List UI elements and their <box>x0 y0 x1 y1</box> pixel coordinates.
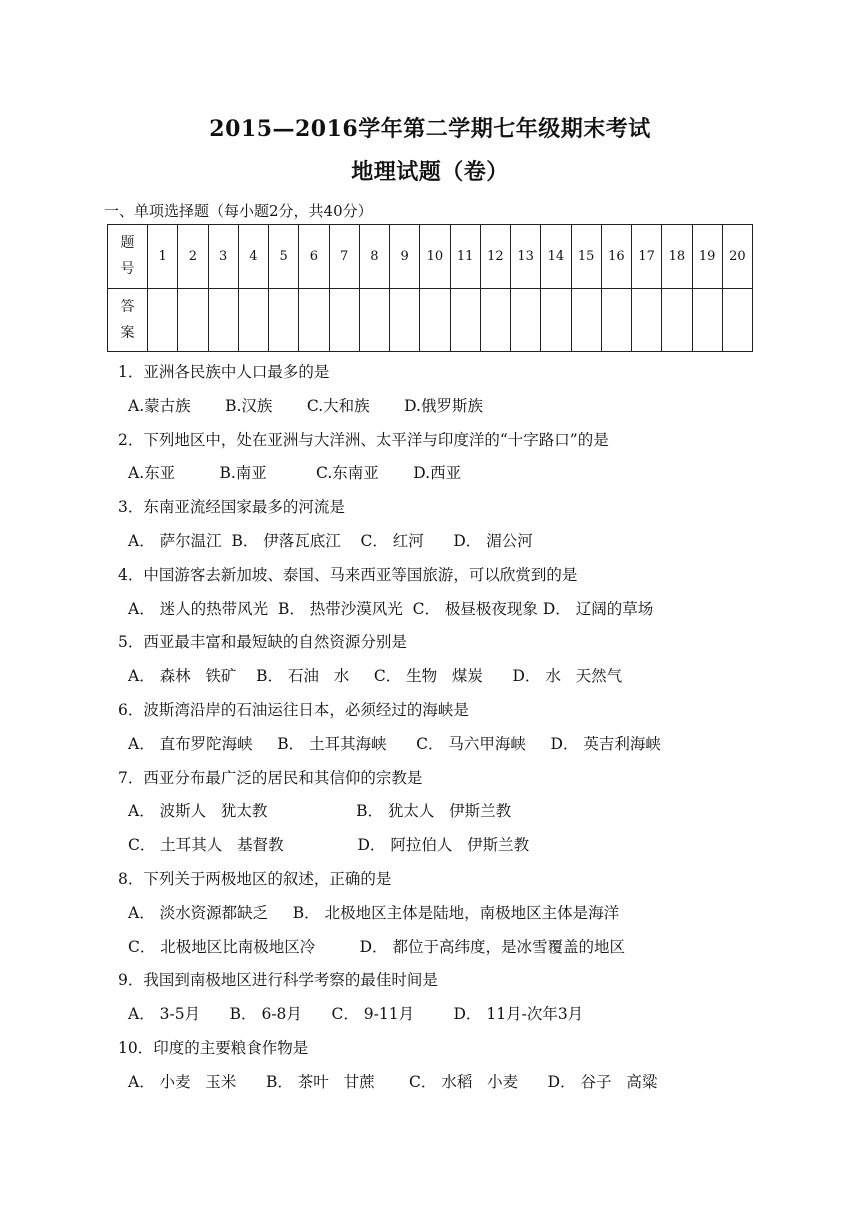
question-number-cell: 4 <box>238 225 268 289</box>
answer-cell[interactable] <box>692 288 722 352</box>
question-stem: 10．印度的主要粮食作物是 <box>118 1039 309 1057</box>
answer-cell[interactable] <box>541 288 571 352</box>
question-number-cell: 15 <box>571 225 601 289</box>
answer-cell[interactable] <box>390 288 420 352</box>
question-number-row <box>108 225 753 289</box>
question-options: A． 森林 铁矿 B． 石油 水 C． 生物 煤炭 D． 水 天然气 <box>128 667 623 686</box>
answer-cell[interactable] <box>450 288 480 352</box>
question-number-cell: 12 <box>480 225 510 289</box>
question-options: C． 土耳其人 基督教 D． 阿拉伯人 伊斯兰教 <box>128 836 530 855</box>
answer-cell[interactable] <box>208 288 238 352</box>
question-stem: 6．波斯湾沿岸的石油运往日本，必须经过的海峡是 <box>118 701 469 719</box>
answer-cell[interactable] <box>662 288 692 352</box>
question-options: A.蒙古族 B.汉族 C.大和族 D.俄罗斯族 <box>128 396 483 415</box>
question-stem: 5．西亚最丰富和最短缺的自然资源分别是 <box>118 633 407 652</box>
question-options: A． 直布罗陀海峡 B． 土耳其海峡 C． 马六甲海峡 D． 英吉利海峡 <box>128 734 661 753</box>
question-stem: 2．下列地区中，处在亚洲与大洋洲、太平洋与印度洋的“十字路口”的是 <box>118 430 609 449</box>
question-number-cell: 5 <box>269 225 299 289</box>
question-number-cell: 6 <box>299 225 329 289</box>
answer-cell[interactable] <box>178 288 208 352</box>
answer-row <box>108 288 753 352</box>
question-options: A． 小麦 玉米 B． 茶叶 甘蔗 C． 水稻 小麦 D． 谷子 高粱 <box>128 1072 658 1091</box>
question-options: A． 萨尔温江 B． 伊落瓦底江 C． 红河 D． 湄公河 <box>128 532 533 550</box>
answer-cell[interactable] <box>359 288 389 352</box>
exam-title: 2015—2016学年第二学期七年级期末考试 <box>209 116 651 142</box>
question-stem: 9．我国到南极地区进行科学考察的最佳时间是 <box>118 971 438 990</box>
question-options: A． 3-5月 B． 6-8月 C． 9-11月 D． 11月-次年3月 <box>128 1005 584 1024</box>
row-header-answer: 答 案 <box>108 288 148 352</box>
question-options: A． 迷人的热带风光 B． 热带沙漠风光 C． 极昼极夜现象 D． 辽阔的草场 <box>128 599 654 618</box>
question-number-cell: 7 <box>329 225 359 289</box>
question-number-cell: 20 <box>722 225 752 289</box>
answer-cell[interactable] <box>571 288 601 352</box>
question-stem: 7．西亚分布最广泛的居民和其信仰的宗教是 <box>118 768 423 787</box>
answer-cell[interactable] <box>420 288 450 352</box>
answer-table <box>107 224 753 352</box>
question-number-cell: 9 <box>390 225 420 289</box>
question-number-cell: 3 <box>208 225 238 289</box>
question-number-cell: 11 <box>450 225 480 289</box>
question-number-cell: 16 <box>601 225 631 289</box>
question-stem: 8．下列关于两极地区的叙述，正确的是 <box>118 870 392 888</box>
row-header-number: 题 号 <box>108 225 148 289</box>
answer-cell[interactable] <box>329 288 359 352</box>
answer-cell[interactable] <box>722 288 752 352</box>
question-number-cell: 18 <box>662 225 692 289</box>
question-number-cell: 14 <box>541 225 571 289</box>
answer-cell[interactable] <box>511 288 541 352</box>
question-number-cell: 19 <box>692 225 722 289</box>
question-number-cell: 2 <box>178 225 208 289</box>
question-options: A.东亚 B.南亚 C.东南亚 D.西亚 <box>128 464 462 483</box>
question-number-cell: 8 <box>359 225 389 289</box>
question-number-cell: 13 <box>511 225 541 289</box>
question-options: A． 波斯人 犹太教 B． 犹太人 伊斯兰教 <box>128 802 512 821</box>
section-heading: 一、单项选择题（每小题2分，共40分） <box>104 202 373 220</box>
question-options: A． 淡水资源都缺乏 B． 北极地区主体是陆地，南极地区主体是海洋 <box>128 903 620 922</box>
question-number-cell: 10 <box>420 225 450 289</box>
question-stem: 1．亚洲各民族中人口最多的是 <box>118 363 330 381</box>
question-number-cell: 1 <box>148 225 178 289</box>
question-options: C． 北极地区比南极地区冷 D． 都位于高纬度，是冰雪覆盖的地区 <box>128 937 625 956</box>
answer-cell[interactable] <box>601 288 631 352</box>
question-stem: 3．东南亚流经国家最多的河流是 <box>118 498 345 517</box>
answer-cell[interactable] <box>299 288 329 352</box>
answer-cell[interactable] <box>269 288 299 352</box>
answer-cell[interactable] <box>632 288 662 352</box>
answer-cell[interactable] <box>238 288 268 352</box>
exam-subtitle: 地理试题（卷） <box>351 159 509 185</box>
question-stem: 4．中国游客去新加坡、泰国、马来西亚等国旅游，可以欣赏到的是 <box>118 565 578 584</box>
question-number-cell: 17 <box>632 225 662 289</box>
answer-cell[interactable] <box>148 288 178 352</box>
answer-cell[interactable] <box>480 288 510 352</box>
